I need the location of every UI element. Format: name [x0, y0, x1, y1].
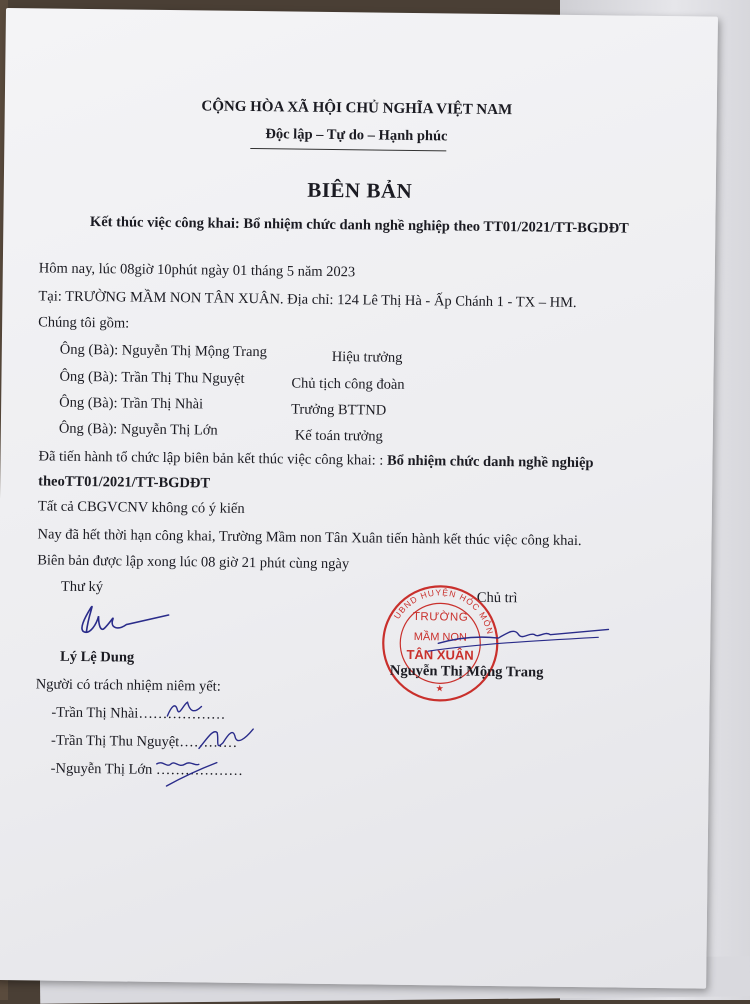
chair-name: Nguyễn Thị Mộng Trang — [389, 662, 544, 681]
stamp-ring-text: UBND HUYỆN HÓC MÔN — [391, 587, 496, 636]
posting-heading: Người có trách nhiệm niêm yết: — [35, 676, 221, 695]
document-title: BIÊN BẢN — [307, 177, 413, 203]
chair-title: Chủ trì — [476, 589, 518, 607]
stamp-line-2: MẦM NON — [413, 631, 467, 644]
secretary-signature — [68, 594, 179, 645]
member-role: Chủ tịch công đoàn — [291, 375, 405, 393]
conducted-bold-2: theoTT01/2021/TT-BGDĐT — [38, 473, 211, 492]
secretary-name: Lý Lệ Dung — [59, 648, 135, 666]
motto-underline — [250, 148, 446, 151]
document-subtitle: Kết thúc việc công khai: Bổ nhiệm chức danh nghề nghiệp theo TT01/2021/TT-BGDĐT — [89, 214, 629, 237]
stamp-line-1: TRƯỜNG — [412, 611, 469, 624]
republic-header: CỘNG HÒA XÃ HỘI CHỦ NGHĨA VIỆT NAM — [201, 98, 513, 119]
expired-line: Nay đã hết thời hạn công khai, Trường Mầm non Tân Xuân tiến hành kết thúc việc công khai. — [37, 526, 582, 550]
member-role: Hiệu trưởng — [331, 349, 403, 366]
secretary-title: Thư ký — [60, 578, 104, 596]
motto: Độc lập – Tự do – Hạnh phúc — [265, 126, 448, 145]
member-role: Kế toán trưởng — [294, 427, 383, 445]
conducted-bold-1: Bổ nhiệm chức danh nghề nghiệp — [386, 452, 594, 472]
posting-person: -Trần Thị Thu Nguyệt………… — [50, 732, 238, 751]
stamp-line-3: TÂN XUÂN — [406, 646, 474, 663]
member-name: Ông (Bà): Nguyễn Thị Mộng Trang — [59, 341, 268, 361]
stamp-star-icon: ★ — [435, 683, 444, 694]
time-line: Hôm nay, lúc 08giờ 10phút ngày 01 tháng 5 năm 2023 — [38, 260, 356, 281]
place-line: Tại: TRƯỜNG MẦM NON TÂN XUÂN. Địa chỉ: 124 Lê Thị Hà - Ấp Chánh 1 - TX – HM. — [38, 288, 577, 311]
posting-person: -Nguyễn Thị Lớn ……………… — [50, 760, 244, 779]
member-name: Ông (Bà): Trần Thị Thu Nguyệt — [59, 368, 245, 387]
conducted-line — [38, 448, 593, 472]
conducted-prefix: Đã tiến hành tổ chức lập biên bản kết thúc việc công khai: : — [38, 448, 384, 469]
no-comment-line: Tất cả CBGVCNV không có ý kiến — [37, 498, 245, 517]
posting-person: -Trần Thị Nhài……………… — [51, 704, 226, 723]
member-name: Ông (Bà): Trần Thị Nhài — [59, 394, 204, 413]
member-role: Trưởng BTTND — [291, 401, 387, 419]
posting-signature-3 — [136, 750, 226, 791]
chair-signature — [418, 613, 619, 665]
member-name: Ông (Bà): Nguyễn Thị Lớn — [58, 420, 218, 439]
document-page — [0, 8, 718, 989]
we-include-label: Chúng tôi gồm: — [38, 314, 130, 332]
completed-line: Biên bản được lập xong lúc 08 giờ 21 phút cùng ngày — [37, 552, 350, 573]
